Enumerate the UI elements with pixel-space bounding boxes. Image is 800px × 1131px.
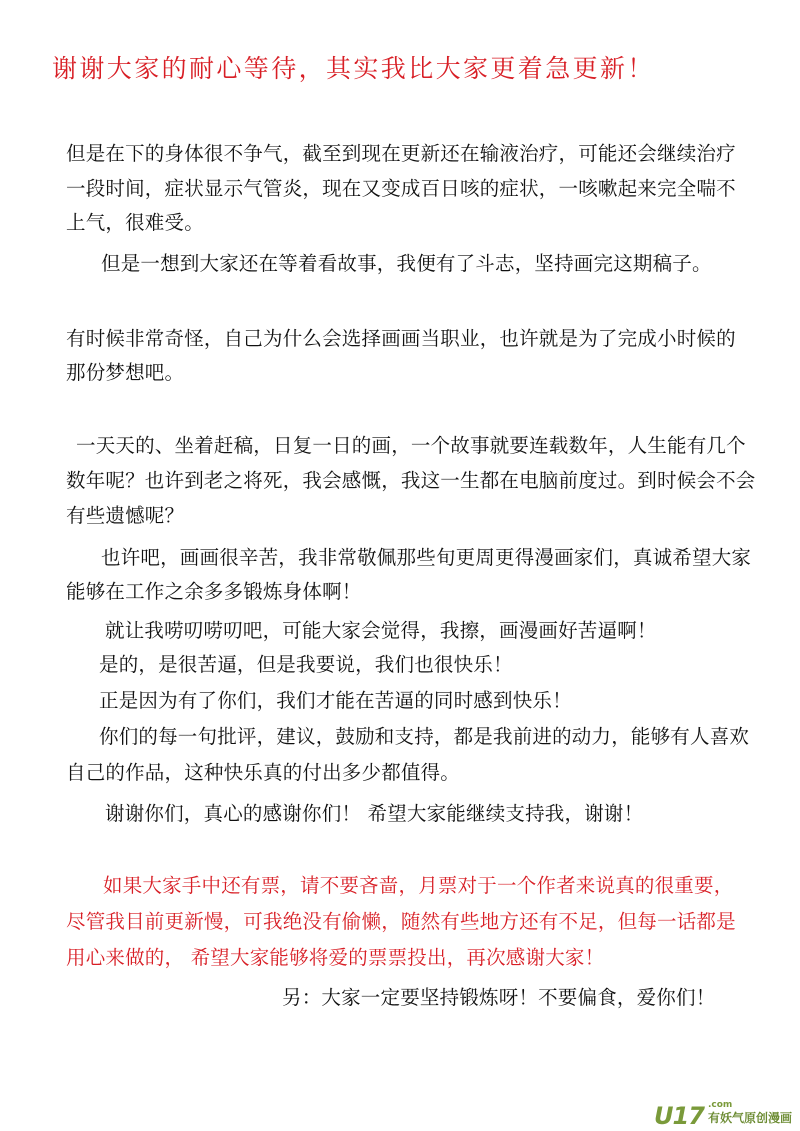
body-line: 是的，是很苦逼，但是我要说，我们也很快乐！ — [99, 653, 513, 676]
body-line: 但是一想到大家还在等着看故事，我便有了斗志，坚持画完这期稿子。 — [101, 252, 712, 275]
body-line: 你们的每一句批评，建议，鼓励和支持，都是我前进的动力，能够有人喜欢 — [99, 725, 750, 748]
body-line: 也许吧，画画很辛苦，我非常敬佩那些旬更周更得漫画家们，真诚希望大家 — [101, 546, 752, 569]
body-line: 有时候非常奇怪，自己为什么会选择画画当职业，也许就是为了完成小时候的 — [66, 327, 736, 350]
postscript: 另：大家一定要坚持锻炼呀！不要偏食，爱你们！ — [282, 986, 716, 1009]
appeal-line: 尽管我目前更新慢，可我绝没有偷懒，随然有些地方还有不足，但每一话都是 — [66, 910, 736, 933]
body-line: 上气，很难受。 — [66, 211, 204, 234]
appeal-line: 如果大家手中还有票，请不要吝啬，月票对于一个作者来说真的很重要， — [103, 874, 734, 897]
page-title: 谢谢大家的耐心等待，其实我比大家更着急更新！ — [52, 54, 655, 83]
appeal-line: 用心来做的， 希望大家能够将爱的票票投出，再次感谢大家！ — [66, 946, 605, 969]
logo-brand: U17 — [654, 1102, 704, 1130]
body-line: 数年呢？也许到老之将死，我会感慨，我这一生都在电脑前度过。到时候会不会 — [66, 469, 756, 492]
body-line: 能够在工作之余多多锻炼身体啊！ — [66, 580, 362, 603]
body-line: 那份梦想吧。 — [66, 361, 185, 384]
body-line: 谢谢你们，真心的感谢你们！ 希望大家能继续支持我，谢谢！ — [105, 802, 644, 825]
u17-watermark-logo — [652, 1100, 800, 1128]
body-line: 一段时间，症状显示气管炎，现在又变成百日咳的症状，一咳嗽起来完全喘不 — [66, 177, 736, 200]
logo-domain: .com — [708, 1100, 733, 1110]
body-line: 正是因为有了你们，我们才能在苦逼的同时感到快乐！ — [99, 689, 572, 712]
logo-tagline: 有妖气原创漫画 — [708, 1111, 793, 1125]
body-line: 有些遗憾呢？ — [66, 504, 185, 527]
body-line: 就让我唠叨唠叨吧，可能大家会觉得，我擦，画漫画好苦逼啊！ — [105, 619, 657, 642]
body-line: 但是在下的身体很不争气，截至到现在更新还在输液治疗，可能还会继续治疗 — [66, 142, 736, 165]
body-line: 自己的作品，这种快乐真的付出多少都值得。 — [66, 761, 461, 784]
body-line: 一天天的、坐着赶稿，日复一日的画，一个故事就要连载数年，人生能有几个 — [76, 434, 746, 457]
